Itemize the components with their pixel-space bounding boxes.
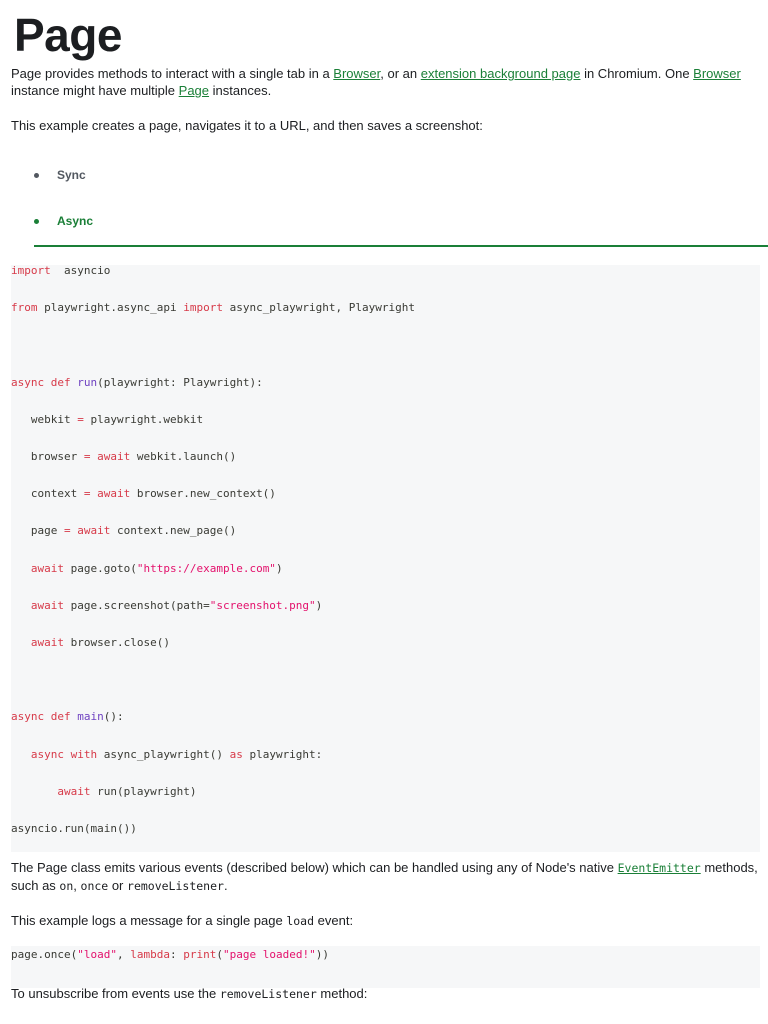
tab-label: Sync xyxy=(57,168,86,182)
page-link[interactable]: Page xyxy=(178,83,210,98)
code-token: await xyxy=(97,487,131,501)
code-line xyxy=(11,413,203,427)
code-token: = xyxy=(83,450,91,463)
code-token: webkit xyxy=(11,412,78,426)
code-token: as xyxy=(229,747,243,761)
code-token: = xyxy=(83,487,91,501)
code-token xyxy=(44,710,51,723)
code-token: "page loaded!" xyxy=(222,948,316,961)
code-token: with xyxy=(70,747,98,761)
code-token: playwright.webkit xyxy=(83,412,204,426)
code-token: await xyxy=(30,598,64,612)
code-token: page xyxy=(11,524,64,538)
code-token: run(playwright) xyxy=(90,784,197,798)
code-token: ) xyxy=(315,598,323,612)
code-line xyxy=(11,948,329,962)
code-line xyxy=(11,524,236,538)
code-line xyxy=(11,822,137,836)
code-line xyxy=(11,748,322,762)
logs-paragraph xyxy=(11,912,761,930)
intro-text: instance might have multiple xyxy=(11,83,179,98)
extension-background-page-link[interactable]: extension background page xyxy=(420,66,581,81)
code-token: = xyxy=(63,524,71,538)
code-token: "https://example.com" xyxy=(136,561,276,575)
example-description: This example creates a page, navigates it to a URL, and then saves a screenshot: xyxy=(11,118,483,133)
code-token: webkit.launch() xyxy=(130,450,237,463)
active-tab-underline xyxy=(34,245,768,247)
code-token: asyncio xyxy=(50,264,111,277)
language-tabs xyxy=(34,164,93,232)
code-token: await xyxy=(77,524,111,538)
code-token xyxy=(11,785,57,798)
inline-code-once: once xyxy=(80,879,109,893)
inline-code-removelistener: removeListener xyxy=(219,987,317,1001)
code-token: asyncio.run(main()) xyxy=(11,822,137,835)
eventemitter-link[interactable]: EventEmitter xyxy=(617,861,701,875)
code-line xyxy=(11,599,322,613)
inline-code-removelistener: removeListener xyxy=(127,879,224,893)
code-token: async_playwright, Playwright xyxy=(222,301,416,315)
code-line xyxy=(11,264,110,278)
code-token: browser xyxy=(11,450,84,463)
code-token: context xyxy=(11,487,84,501)
code-token: playwright.async_api xyxy=(37,301,184,315)
code-block-once-example[interactable] xyxy=(11,946,760,988)
code-line xyxy=(11,636,170,650)
events-text: or xyxy=(108,878,128,893)
code-token: import xyxy=(183,301,223,315)
code-token: import xyxy=(11,264,51,277)
code-token: print xyxy=(183,948,217,961)
code-block-async-example[interactable] xyxy=(11,265,760,852)
code-token: def xyxy=(50,375,71,389)
code-token: main xyxy=(77,710,104,724)
code-token: browser.close() xyxy=(64,636,170,649)
code-token: lambda xyxy=(130,948,170,961)
code-token: def xyxy=(50,710,71,724)
code-token: async xyxy=(11,710,45,724)
intro-text: instances. xyxy=(209,83,272,98)
browser-link[interactable]: Browser xyxy=(333,66,381,81)
intro-paragraph xyxy=(11,65,761,99)
inline-code-load: load xyxy=(286,914,315,928)
code-token xyxy=(11,748,31,761)
code-token: run xyxy=(77,375,98,389)
code-line xyxy=(11,450,236,464)
code-token: await xyxy=(57,784,91,798)
code-token: browser.new_context() xyxy=(130,487,276,501)
code-token xyxy=(11,636,31,649)
code-token: ) xyxy=(275,561,283,575)
code-token: async xyxy=(11,375,45,389)
events-paragraph xyxy=(11,859,761,895)
logs-text: event: xyxy=(314,913,354,928)
code-token: async_playwright() xyxy=(97,747,230,761)
code-token xyxy=(11,599,31,612)
code-token: await xyxy=(30,636,64,649)
intro-text: in Chromium. One xyxy=(580,66,694,81)
code-token xyxy=(44,376,51,389)
intro-text: , or an xyxy=(380,66,421,81)
events-text: methods, such as xyxy=(11,860,758,893)
logs-text: This example logs a message for a single page xyxy=(11,913,287,928)
events-text: The Page class emits various events (described below) which can be handled using any of Node's native xyxy=(11,860,618,875)
code-token: page.screenshot(path= xyxy=(64,598,210,612)
code-token: await xyxy=(97,450,131,463)
bullet-icon xyxy=(34,219,39,224)
code-token: ( xyxy=(216,948,223,961)
code-token xyxy=(64,748,71,761)
code-token: )) xyxy=(315,948,329,961)
code-token: page.once( xyxy=(11,948,78,961)
code-token: await xyxy=(30,561,64,575)
unsubscribe-text: method: xyxy=(316,986,368,1001)
code-token: playwright: xyxy=(242,747,323,761)
code-line xyxy=(11,562,283,576)
inline-code-on: on xyxy=(59,879,74,893)
code-token: from xyxy=(11,301,38,315)
code-token: page.goto( xyxy=(64,561,137,575)
events-text: , xyxy=(73,878,81,893)
unsubscribe-text: To unsubscribe from events use the xyxy=(11,986,220,1001)
code-line xyxy=(11,710,124,724)
code-token: (playwright: Playwright): xyxy=(97,375,263,389)
tab-label: Async xyxy=(57,214,94,228)
code-token xyxy=(11,562,31,575)
code-token: , xyxy=(116,948,131,961)
bullet-icon xyxy=(34,173,39,178)
browser-link-2[interactable]: Browser xyxy=(693,66,741,81)
code-token: = xyxy=(77,412,84,426)
page-title: Page xyxy=(14,9,122,61)
events-text: . xyxy=(223,878,228,893)
code-line xyxy=(11,487,276,501)
code-token: "screenshot.png" xyxy=(209,598,316,612)
tab-async[interactable] xyxy=(34,210,93,232)
code-line xyxy=(11,785,196,799)
code-token: context.new_page() xyxy=(110,524,237,538)
tab-sync[interactable] xyxy=(34,164,93,186)
code-token: (): xyxy=(103,710,124,724)
code-line xyxy=(11,301,415,315)
intro-text: Page provides methods to interact with a single tab in a xyxy=(11,66,334,81)
code-token: "load" xyxy=(77,948,117,961)
unsubscribe-paragraph xyxy=(11,985,761,1003)
code-line xyxy=(11,376,263,390)
code-token: async xyxy=(30,747,64,761)
code-token: : xyxy=(169,948,184,961)
